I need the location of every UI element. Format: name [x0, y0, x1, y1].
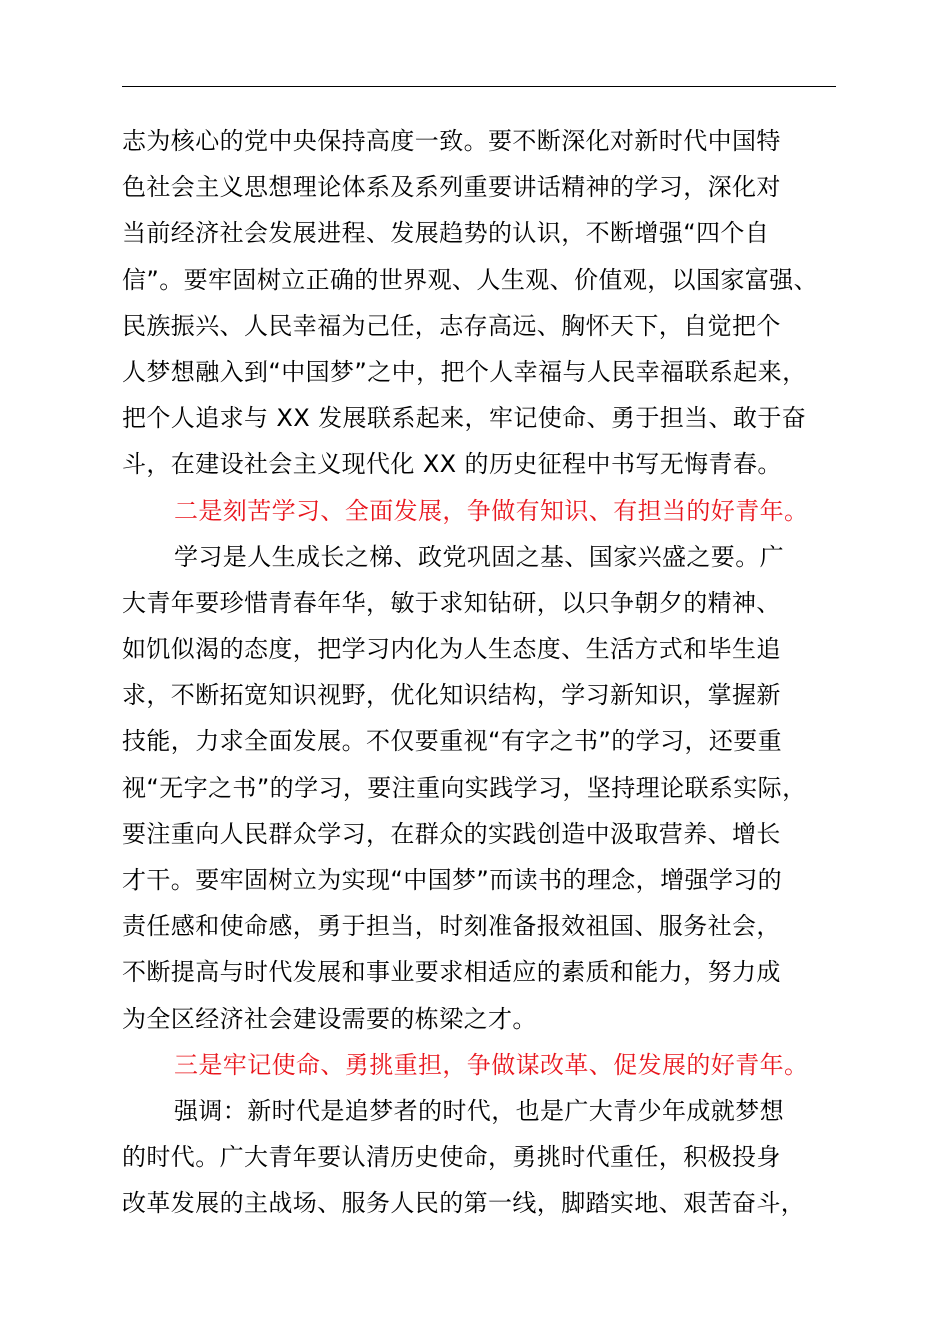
text-line: 当前经济社会发展进程、发展趋势的认识，不断增强“四个自	[122, 219, 770, 248]
text-line: 视“无字之书”的学习，要注重向实践学习，坚持理论联系实际，	[122, 773, 807, 802]
text-line: 斗，在建设社会主义现代化 XX 的历史征程中书写无悔青春。	[122, 450, 782, 479]
text-line: 求，不断拓宽知识视野，优化知识结构，学习新知识，掌握新	[122, 681, 781, 710]
section-heading-3: 三是牢记使命、勇挑重担，争做谋改革、促发展的好青年。	[174, 1050, 809, 1079]
text-line: 为全区经济社会建设需要的栋梁之才。	[122, 1004, 537, 1033]
text-line: 志为核心的党中央保持高度一致。要不断深化对新时代中国特	[122, 127, 781, 155]
text-line: 要注重向人民群众学习，在群众的实践创造中汲取营养、增长	[122, 819, 781, 848]
text-line: 才干。要牢固树立为实现“中国梦”而读书的理念，增强学习的	[122, 866, 783, 894]
text-line: 信”。要牢固树立正确的世界观、人生观、价值观，以国家富强、	[122, 265, 819, 294]
header-rule	[122, 86, 836, 87]
text-line: 如饥似渴的态度，把学习内化为人生态度、生活方式和毕生追	[122, 635, 781, 664]
document-body	[122, 118, 862, 1227]
text-line: 大青年要珍惜青春年华，敏于求知钻研，以只争朝夕的精神、	[122, 588, 781, 617]
text-line: 的时代。广大青年要认清历史使命，勇挑时代重任，积极投身	[122, 1143, 781, 1172]
text-line: 责任感和使命感，勇于担当，时刻准备报效祖国、服务社会，	[122, 912, 781, 941]
text-line: 不断提高与时代发展和事业要求相适应的素质和能力，努力成	[122, 958, 781, 987]
text-line: 色社会主义思想理论体系及系列重要讲话精神的学习，深化对	[122, 173, 781, 202]
paragraph-start: 学习是人生成长之梯、政党巩固之基、国家兴盛之要。广	[174, 542, 784, 571]
text-line: 人梦想融入到“中国梦”之中，把个人幸福与人民幸福联系起来，	[122, 357, 807, 386]
text-line: 把个人追求与 XX 发展联系起来，牢记使命、勇于担当、敢于奋	[122, 404, 807, 433]
text-line: 民族振兴、人民幸福为己任，志存高远、胸怀天下，自觉把个	[122, 311, 781, 340]
section-heading-2: 二是刻苦学习、全面发展，争做有知识、有担当的好青年。	[174, 496, 809, 525]
text-line: 改革发展的主战场、服务人民的第一线，脚踏实地、艰苦奋斗，	[122, 1189, 806, 1218]
text-line: 技能，力求全面发展。不仅要重视“有字之书”的学习，还要重	[122, 727, 783, 756]
paragraph-start: 强调：新时代是追梦者的时代，也是广大青少年成就梦想	[174, 1096, 784, 1125]
